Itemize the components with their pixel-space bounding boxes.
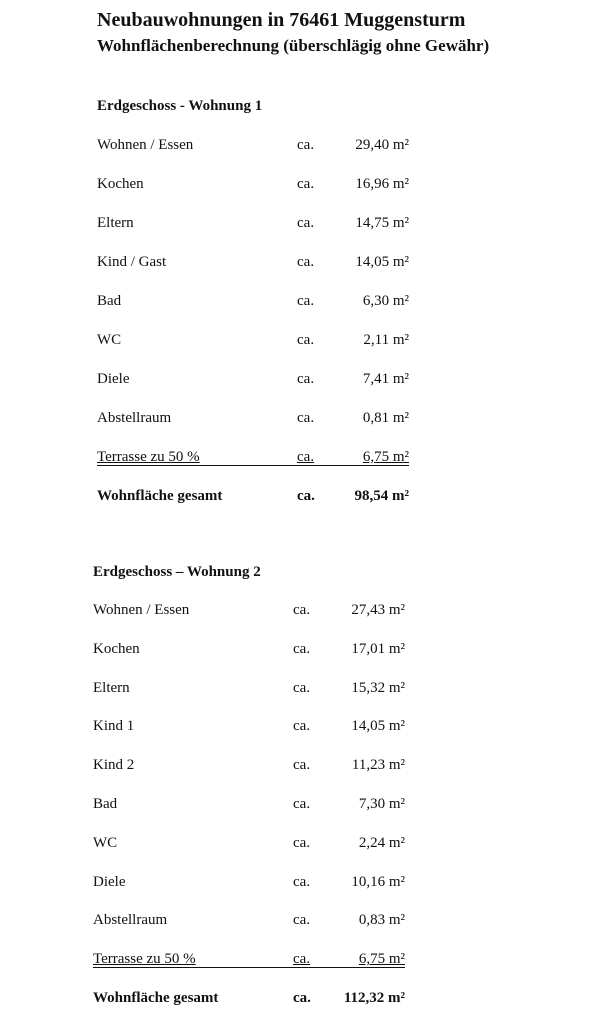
room-name: Bad	[97, 293, 122, 309]
approx-label: ca.	[297, 332, 315, 348]
total-row	[93, 988, 453, 1027]
approx-label: ca.	[293, 951, 311, 968]
room-name: Wohnen / Essen	[97, 137, 194, 153]
section-heading: Erdgeschoss – Wohnung 2	[93, 564, 261, 580]
room-name: Wohnen / Essen	[93, 602, 190, 618]
area-value: 14,75 m²	[355, 215, 409, 231]
approx-label: ca.	[293, 757, 311, 774]
area-value: 7,30 m²	[358, 795, 405, 812]
room-name: Kochen	[97, 176, 144, 192]
room-name: Abstellraum	[93, 912, 168, 929]
approx-label: ca.	[297, 293, 315, 309]
total-value: 112,32 m²	[343, 989, 405, 1006]
area-value: 6,75 m²	[358, 951, 405, 968]
area-value: 11,23 m²	[351, 757, 405, 774]
approx-label: ca.	[297, 254, 315, 270]
area-value: 0,81 m²	[362, 410, 409, 426]
table-row	[93, 639, 453, 678]
table-row	[97, 408, 457, 447]
area-value: 7,41 m²	[362, 371, 409, 387]
approx-label: ca.	[293, 679, 311, 696]
table-row	[93, 755, 453, 794]
total-value: 98,54 m²	[354, 488, 409, 504]
table-row	[93, 833, 453, 872]
table-row	[93, 910, 453, 949]
room-name: Eltern	[97, 215, 134, 231]
approx-label: ca.	[293, 834, 311, 851]
table-row	[97, 369, 457, 408]
approx-label: ca.	[297, 410, 315, 426]
area-table	[97, 135, 457, 525]
area-value: 6,75 m²	[362, 449, 409, 465]
approx-label: ca.	[293, 640, 311, 657]
section-wohnung-2	[93, 562, 453, 1027]
area-value: 16,96 m²	[355, 176, 409, 192]
table-row	[93, 949, 453, 988]
approx-label: ca.	[293, 602, 311, 618]
table-row	[97, 330, 457, 369]
approx-label: ca.	[293, 989, 311, 1006]
table-row	[97, 291, 457, 330]
total-row	[97, 486, 457, 525]
section-wohnung-1	[97, 96, 457, 525]
table-row	[93, 600, 453, 639]
total-label: Wohnfläche gesamt	[97, 488, 223, 504]
room-name: Eltern	[93, 679, 130, 696]
area-value: 14,05 m²	[351, 718, 405, 735]
room-name: Kochen	[93, 640, 140, 657]
room-name: Terrasse zu 50 %	[93, 951, 196, 968]
area-value: 17,01 m²	[351, 640, 405, 657]
approx-label: ca.	[293, 873, 311, 890]
area-value: 29,40 m²	[355, 137, 409, 153]
room-name: WC	[93, 834, 118, 851]
total-label: Wohnfläche gesamt	[93, 989, 219, 1006]
table-row	[97, 447, 457, 486]
table-row	[93, 678, 453, 717]
approx-label: ca.	[293, 795, 311, 812]
table-row	[97, 252, 457, 291]
room-name: Kind 1	[93, 718, 135, 735]
area-value: 2,11 m²	[363, 332, 409, 348]
room-name: Kind / Gast	[97, 254, 167, 270]
room-name: WC	[97, 332, 122, 348]
approx-label: ca.	[297, 488, 315, 504]
room-name: Kind 2	[93, 757, 135, 774]
document-title: Neubauwohnungen in 76461 Muggensturm	[97, 9, 466, 31]
table-row	[97, 135, 457, 174]
area-value: 14,05 m²	[355, 254, 409, 270]
table-row	[97, 174, 457, 213]
table-row	[93, 794, 453, 833]
area-value: 10,16 m²	[351, 873, 405, 890]
room-name: Bad	[93, 795, 118, 812]
section-heading: Erdgeschoss - Wohnung 1	[97, 98, 263, 114]
approx-label: ca.	[293, 912, 311, 929]
area-value: 15,32 m²	[351, 679, 405, 696]
approx-label: ca.	[293, 718, 311, 735]
approx-label: ca.	[297, 176, 315, 192]
table-row	[93, 716, 453, 755]
table-row	[93, 872, 453, 911]
room-name: Abstellraum	[97, 410, 172, 426]
area-value: 6,30 m²	[362, 293, 409, 309]
approx-label: ca.	[297, 137, 315, 153]
approx-label: ca.	[297, 449, 315, 465]
document-subtitle: Wohnflächenberechnung (überschlägig ohne Gewähr)	[97, 36, 490, 55]
approx-label: ca.	[297, 215, 315, 231]
room-name: Diele	[97, 371, 130, 387]
area-value: 2,24 m²	[358, 834, 405, 851]
table-row	[97, 213, 457, 252]
area-table	[93, 600, 453, 1027]
room-name: Terrasse zu 50 %	[97, 449, 200, 465]
approx-label: ca.	[297, 371, 315, 387]
area-value: 27,43 m²	[351, 602, 405, 618]
area-value: 0,83 m²	[358, 912, 405, 929]
room-name: Diele	[93, 873, 126, 890]
